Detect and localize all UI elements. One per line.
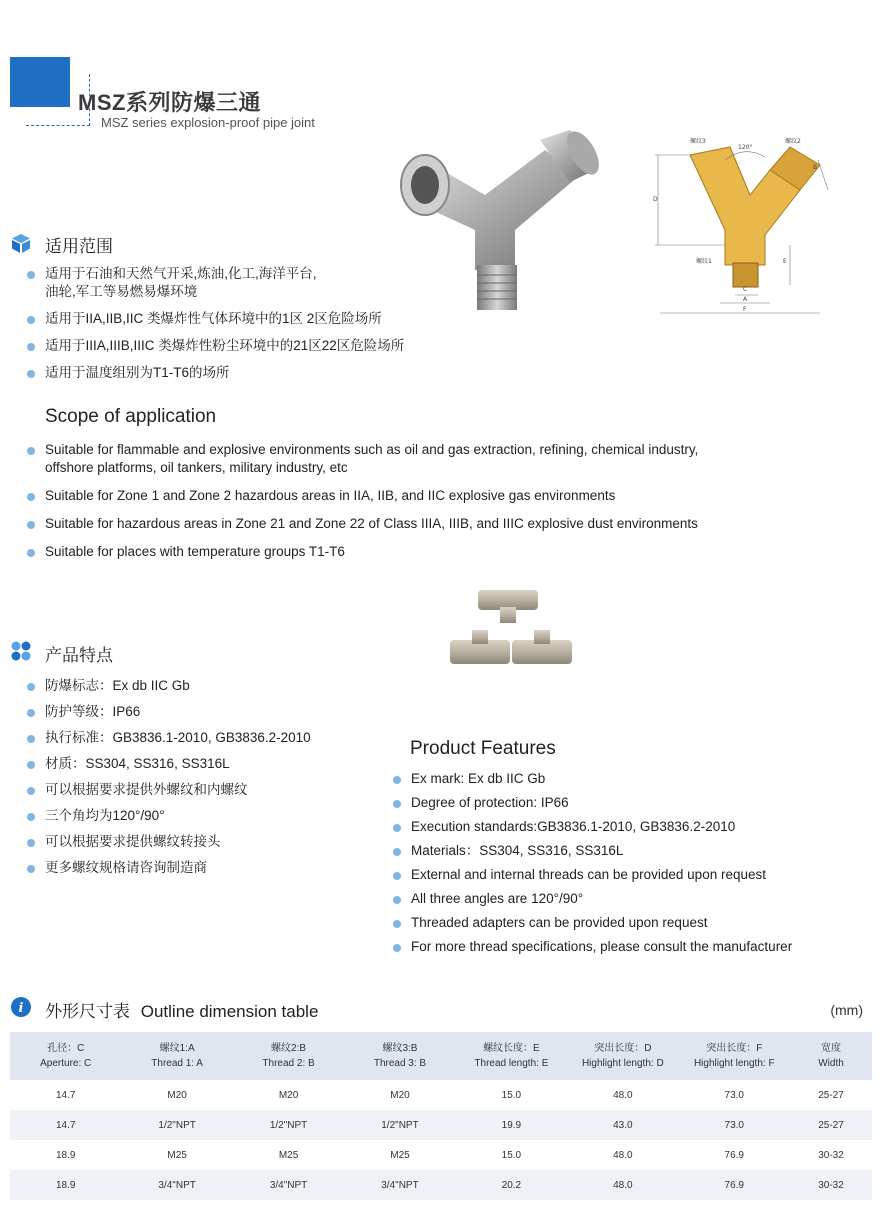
- table-title: [45, 997, 318, 1022]
- list-item-text: 油轮,军工等易燃易爆环境: [45, 284, 198, 299]
- list-item-text: 防爆标志：Ex db IIC Gb: [45, 678, 190, 693]
- header-highlight-f: [679, 1032, 790, 1080]
- list-item: [27, 364, 427, 382]
- header-cn: 螺纹2:B: [271, 1043, 307, 1054]
- unit-label: (mm): [830, 1002, 863, 1018]
- header-thread1: [121, 1032, 232, 1080]
- list-item-text: Materials：SS304, SS316, SS316L: [411, 843, 624, 858]
- list-item: [27, 833, 387, 851]
- cell: M20: [278, 1089, 299, 1101]
- svg-text:i: i: [18, 1001, 24, 1016]
- header-en: Highlight length: D: [581, 1058, 664, 1069]
- list-item-text: Ex mark: Ex db IIC Gb: [411, 771, 546, 786]
- list-item: [27, 337, 427, 355]
- list-item: [27, 441, 847, 477]
- list-item: [393, 914, 863, 932]
- dimension-table: [10, 1032, 872, 1200]
- cell: 1/2"NPT: [233, 1110, 344, 1140]
- cell: 15.0: [501, 1089, 522, 1101]
- list-item-text: Suitable for flammable and explosive environments such as oil and gas extraction, refining, chemical industry,: [45, 442, 699, 457]
- list-item: [27, 859, 387, 877]
- list-item-text: 执行标准：GB3836.1-2010, GB3836.2-2010: [45, 730, 311, 745]
- list-item: [393, 770, 863, 788]
- list-item: [27, 703, 387, 721]
- table-row: [10, 1080, 872, 1110]
- cell: 3/4"NPT: [344, 1170, 455, 1200]
- list-item-text: 材质：SS304, SS316, SS316L: [45, 756, 230, 771]
- list-item: [393, 794, 863, 812]
- dim-f: F: [743, 306, 747, 313]
- cell: 30-32: [818, 1149, 844, 1161]
- label-thread1: 螺纹1: [696, 258, 712, 265]
- label-thread3: 螺纹3: [690, 138, 706, 145]
- cell: 48.0: [613, 1149, 633, 1161]
- list-item: [27, 487, 847, 505]
- cell: M20: [167, 1089, 187, 1101]
- label-thread2: 螺纹2: [785, 138, 801, 145]
- dim-a: A: [743, 296, 748, 303]
- cell: 19.9: [456, 1110, 567, 1140]
- cell: 14.7: [10, 1110, 121, 1140]
- header-en: Thread 2: B: [262, 1058, 315, 1069]
- header-cn: 孔径：C: [47, 1043, 85, 1054]
- header-cn: 螺纹3:B: [382, 1043, 418, 1054]
- features-cn-title: 产品特点: [45, 646, 113, 665]
- cell: 73.0: [679, 1110, 790, 1140]
- list-item-text: 适用于IIA,IIB,IIC 类爆炸性气体环境中的1区 2区危险场所: [45, 311, 382, 326]
- dim-d: D: [653, 196, 658, 203]
- list-item: [27, 677, 387, 695]
- features-cn-list: [27, 677, 387, 877]
- header-highlight-d: [567, 1032, 678, 1080]
- cell: M25: [167, 1149, 187, 1161]
- header-aperture: [10, 1032, 121, 1080]
- technical-drawing: [650, 135, 830, 320]
- list-item-text: Suitable for hazardous areas in Zone 21 and Zone 22 of Class IIIA, IIIB, and IIIC explosive dust environments: [45, 516, 698, 531]
- list-item: [27, 310, 427, 328]
- dim-c: C: [743, 286, 748, 293]
- list-item: [27, 265, 427, 301]
- page-title: MSZ系列防爆三通: [78, 90, 261, 115]
- table-title-cn: 外形尺寸表: [45, 1002, 130, 1021]
- list-item-text: Degree of protection: IP66: [411, 795, 569, 810]
- list-item-text: 防护等级：IP66: [45, 704, 141, 719]
- header-en: Width: [818, 1058, 844, 1069]
- cell: 3/4"NPT: [121, 1170, 232, 1200]
- list-item: [27, 807, 387, 825]
- header-thread-length: [456, 1032, 567, 1080]
- list-item: [27, 515, 847, 533]
- header-en: Highlight length: F: [693, 1058, 775, 1069]
- cell: 76.9: [679, 1170, 790, 1200]
- cell: 1/2"NPT: [344, 1110, 455, 1140]
- header-cn: 螺纹长度：E: [483, 1043, 540, 1054]
- list-item: [27, 755, 387, 773]
- table-row: [10, 1140, 872, 1170]
- cell: 48.0: [567, 1170, 678, 1200]
- cube-icon: [10, 232, 32, 254]
- list-item: [393, 842, 863, 860]
- scope-en-title: Scope of application: [45, 406, 217, 427]
- list-item: [393, 890, 863, 908]
- cell: 76.9: [724, 1149, 744, 1161]
- list-item-text: Threaded adapters can be provided upon request: [411, 915, 708, 930]
- features-en-title: Product Features: [410, 738, 556, 759]
- cell: 43.0: [567, 1110, 678, 1140]
- list-item-text: 适用于石油和天然气开采,炼油,化工,海洋平台,: [45, 266, 317, 281]
- list-item-text: 可以根据要求提供螺纹转接头: [45, 834, 221, 849]
- tee-joints-photo: [448, 585, 578, 670]
- cell: M20: [390, 1089, 410, 1101]
- list-item-text: All three angles are 120°/90°: [411, 891, 584, 906]
- list-item: [27, 543, 847, 561]
- scope-cn-list: [27, 265, 427, 382]
- page-subtitle: MSZ series explosion-proof pipe joint: [101, 115, 315, 130]
- dim-b: B: [813, 164, 818, 171]
- list-item-text: 可以根据要求提供外螺纹和内螺纹: [45, 782, 248, 797]
- header-en: Thread length: E: [474, 1058, 549, 1069]
- list-item: [27, 781, 387, 799]
- table-header-row: [10, 1032, 872, 1080]
- list-item-text: For more thread specifications, please consult the manufacturer: [411, 939, 793, 954]
- header-en: Aperture: C: [40, 1058, 92, 1069]
- cell: M25: [390, 1149, 410, 1161]
- header-thread3: [344, 1032, 455, 1080]
- header-en: Thread 3: B: [373, 1058, 427, 1069]
- cell: 48.0: [613, 1089, 633, 1101]
- cell: 15.0: [501, 1149, 522, 1161]
- info-icon: [10, 996, 32, 1018]
- header-en: Thread 1: A: [151, 1058, 203, 1069]
- cell: 73.0: [724, 1089, 744, 1101]
- table-title-en: Outline dimension table: [140, 1002, 319, 1021]
- header-cn: 宽度: [821, 1043, 841, 1054]
- table-row: [10, 1170, 872, 1200]
- header-cn: 突出长度：D: [594, 1043, 652, 1054]
- list-item-text: External and internal threads can be provided upon request: [411, 867, 766, 882]
- header-thread2: [233, 1032, 344, 1080]
- list-item-text: Suitable for Zone 1 and Zone 2 hazardous areas in IIA, IIB, and IIC explosive gas environments: [45, 488, 616, 503]
- header-width: [790, 1032, 872, 1080]
- list-item-text: offshore platforms, oil tankers, military industry, etc: [45, 460, 348, 475]
- label-angle: 120°: [738, 144, 753, 151]
- list-item-text: 适用于IIIA,IIIB,IIIC 类爆炸性粉尘环境中的21区22区危险场所: [45, 338, 405, 353]
- cell: 1/2"NPT: [121, 1110, 232, 1140]
- scope-cn-title: 适用范围: [45, 237, 113, 256]
- cell: 14.7: [55, 1089, 76, 1101]
- list-item-text: 三个角均为120°/90°: [45, 808, 165, 823]
- cell: 18.9: [55, 1149, 76, 1161]
- list-item: [393, 938, 863, 956]
- cell: 25-27: [818, 1089, 844, 1101]
- cell: 30-32: [790, 1170, 872, 1200]
- cell: 20.2: [456, 1170, 567, 1200]
- list-item: [27, 729, 387, 747]
- list-item-text: 适用于温度组别为T1-T6的场所: [45, 365, 230, 380]
- features-en-list: [393, 770, 863, 956]
- list-item-text: Suitable for places with temperature groups T1-T6: [45, 544, 345, 559]
- table-row: [10, 1110, 872, 1140]
- scope-en-list: [27, 441, 847, 561]
- list-item-text: Execution standards:GB3836.1-2010, GB3836.2-2010: [411, 819, 736, 834]
- header-cn: 螺纹1:A: [159, 1043, 195, 1054]
- list-item-text: 更多螺纹规格请咨询制造商: [45, 860, 207, 875]
- cell: 3/4"NPT: [233, 1170, 344, 1200]
- list-item: [393, 818, 863, 836]
- cell: M25: [278, 1149, 299, 1161]
- header-cn: 突出长度：F: [706, 1043, 763, 1054]
- cell: 18.9: [10, 1170, 121, 1200]
- cell: 25-27: [790, 1110, 872, 1140]
- features-icon: [10, 640, 32, 662]
- dim-e: E: [783, 258, 787, 265]
- list-item: [393, 866, 863, 884]
